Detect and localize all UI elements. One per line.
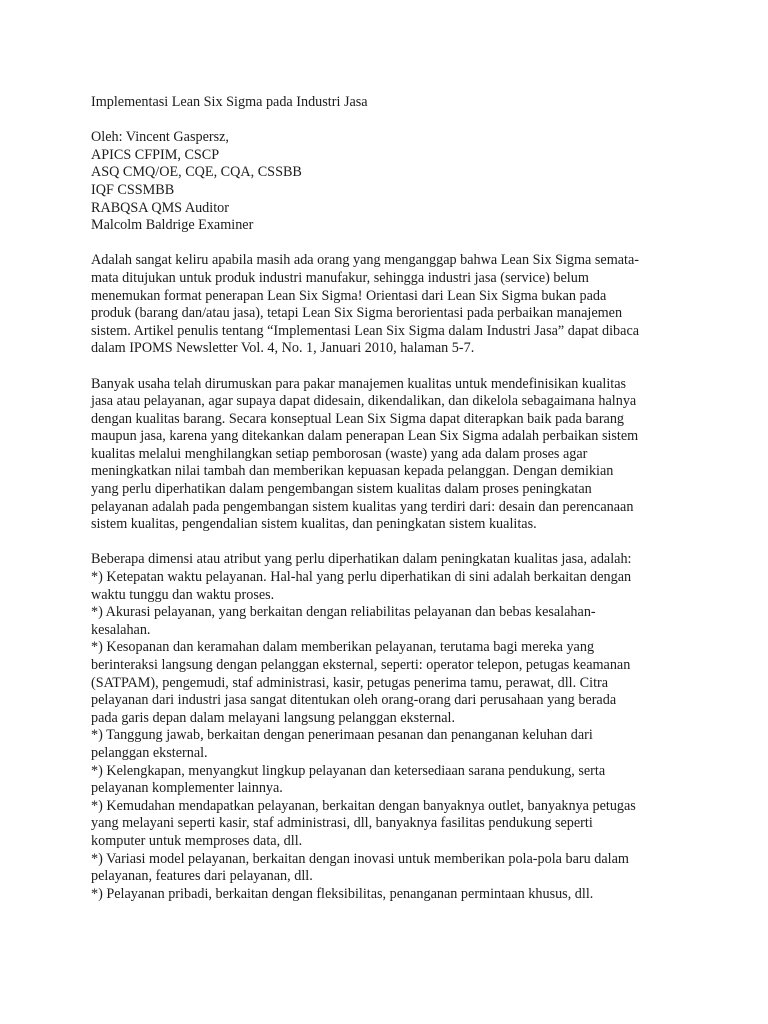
- paragraph-line: yang perlu diperhatikan dalam pengembangan sistem kualitas dalam proses peningkatan: [91, 481, 592, 498]
- paragraph-line: maupun jasa, karena yang ditekankan dalam penerapan Lean Six Sigma adalah perbaikan sistem: [91, 428, 639, 445]
- list-item-line: *) Akurasi pelayanan, yang berkaitan dengan reliabilitas pelayanan dan bebas kesalahan-: [91, 604, 596, 621]
- paragraph-line: jasa atau pelayanan, agar supaya dapat didesain, dikendalikan, dan dikelola sebagaimana halnya: [91, 393, 637, 410]
- list-item-line: pelanggan eksternal.: [91, 744, 208, 761]
- paragraph-line: dalam IPOMS Newsletter Vol. 4, No. 1, Januari 2010, halaman 5-7.: [91, 340, 475, 357]
- paragraph-line: sistem. Artikel penulis tentang “Implementasi Lean Six Sigma dalam Industri Jasa” dapat dibaca: [91, 322, 640, 339]
- author-line: RABQSA QMS Auditor: [91, 199, 229, 216]
- list-item-line: *) Tanggung jawab, berkaitan dengan penerimaan pesanan dan penanganan keluhan dari: [91, 727, 593, 744]
- list-item-line: waktu tunggu dan waktu proses.: [91, 586, 275, 603]
- paragraph-intro: [91, 252, 691, 358]
- author-line: Oleh: Vincent Gaspersz,: [91, 129, 229, 146]
- author-line: ASQ CMQ/OE, CQE, CQA, CSSBB: [91, 164, 302, 181]
- list-item-line: pada garis depan dalam melayani langsung pelanggan eksternal.: [91, 709, 456, 726]
- paragraph-line: meningkatkan nilai tambah dan memberikan kepuasan kepada pelanggan. Dengan demikian: [91, 463, 614, 480]
- paragraph-line: kualitas melalui menghilangkan setiap pemborosan (waste) yang ada dalam proses agar: [91, 445, 588, 462]
- paragraph-quality: [91, 376, 691, 534]
- list-item-line: *) Kelengkapan, menyangkut lingkup pelayanan dan ketersediaan sarana pendukung, serta: [91, 762, 606, 779]
- paragraph-line: dengan kualitas barang. Secara konseptual Lean Six Sigma dapat diterapkan baik pada barang: [91, 410, 625, 427]
- list-item-line: yang melayani seperti kasir, staf administrasi, dll, banyaknya fasilitas pendukung seperti: [91, 815, 593, 832]
- list-item-line: (SATPAM), pengemudi, staf administrasi, kasir, petugas penerima tamu, perawat, dll. Citra: [91, 674, 609, 691]
- paragraph-line: sistem kualitas, pengendalian sistem kualitas, dan peningkatan sistem kualitas.: [91, 516, 537, 533]
- list-item-line: berinteraksi langsung dengan pelanggan eksternal, seperti: operator telepon, petugas keamanan: [91, 657, 631, 673]
- paragraph-line: Banyak usaha telah dirumuskan para pakar manajemen kualitas untuk mendefinisikan kualitas: [91, 375, 627, 392]
- list-item-line: *) Variasi model pelayanan, berkaitan dengan inovasi untuk memberikan pola-pola baru dalam: [91, 850, 629, 867]
- list-item-line: *) Ketepatan waktu pelayanan. Hal-hal yang perlu diperhatikan di sini adalah berkaitan dengan: [91, 569, 632, 586]
- paragraph-line: mata ditujukan untuk produk industri manufakur, sehingga industri jasa (service) belum: [91, 269, 589, 286]
- author-line: Malcolm Baldrige Examiner: [91, 217, 254, 234]
- paragraph-line: pelayanan adalah pada pengembangan sistem kualitas yang terdiri dari: desain dan perencanaan: [91, 498, 634, 515]
- author-block: [91, 129, 691, 235]
- list-item-line: kesalahan.: [91, 621, 151, 638]
- paragraph-dimensions: [91, 551, 691, 903]
- list-item-line: pelayanan komplementer lainnya.: [91, 780, 283, 797]
- list-item-line: *) Kemudahan mendapatkan pelayanan, berkaitan dengan banyaknya outlet, banyaknya petugas: [91, 797, 636, 814]
- author-line: APICS CFPIM, CSCP: [91, 146, 220, 163]
- list-item-line: komputer untuk memproses data, dll.: [91, 832, 303, 849]
- paragraph-line: menemukan format penerapan Lean Six Sigma! Orientasi dari Lean Six Sigma bukan pada: [91, 287, 607, 304]
- document-page: [91, 94, 691, 921]
- list-item-line: *) Kesopanan dan keramahan dalam memberikan pelayanan, terutama bagi mereka yang: [91, 639, 595, 656]
- author-line: IQF CSSMBB: [91, 181, 175, 198]
- list-item-line: pelayanan, features dari pelayanan, dll.: [91, 868, 313, 885]
- list-item-line: *) Pelayanan pribadi, berkaitan dengan fleksibilitas, penanganan permintaan khusus, dll.: [91, 885, 594, 902]
- paragraph-line: produk (barang dan/atau jasa), tetapi Lean Six Sigma berorientasi pada perbaikan manajemen: [91, 305, 623, 322]
- paragraph-line: Beberapa dimensi atau atribut yang perlu diperhatikan dalam peningkatan kualitas jasa, adalah:: [91, 551, 632, 568]
- paragraph-line: Adalah sangat keliru apabila masih ada orang yang menganggap bahwa Lean Six Sigma semata-: [91, 252, 640, 269]
- document-title: Implementasi Lean Six Sigma pada Industri Jasa: [91, 94, 368, 110]
- list-item-line: pelayanan dari industri jasa sangat ditentukan oleh orang-orang dari perusahaan yang berada: [91, 692, 617, 709]
